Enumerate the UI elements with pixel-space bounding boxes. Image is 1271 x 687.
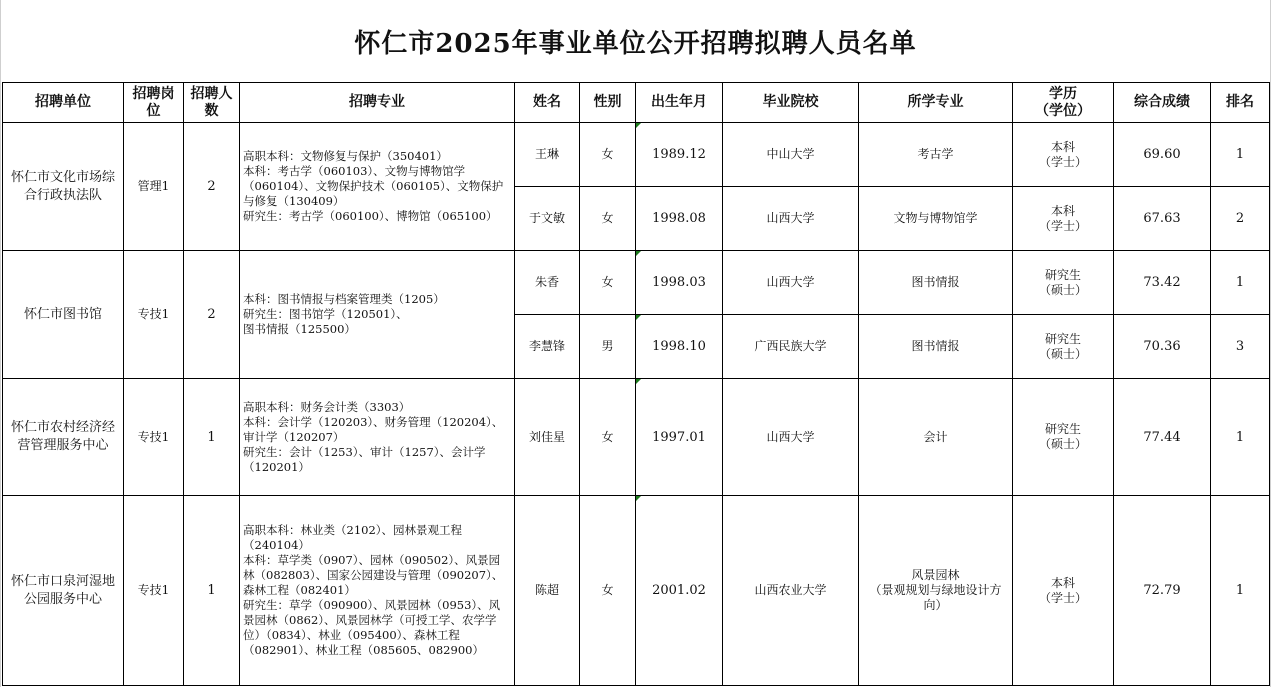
name-cell: 陈超 (515, 496, 580, 686)
post-cell: 专技1 (124, 379, 184, 496)
post-cell: 管理1 (124, 123, 184, 251)
header-degree: 学历 （学位） (1013, 83, 1114, 123)
score-cell: 73.42 (1114, 251, 1211, 315)
name-cell: 王琳 (515, 123, 580, 187)
score-cell: 67.63 (1114, 187, 1211, 251)
score-cell: 69.60 (1114, 123, 1211, 187)
post-cell: 专技1 (124, 496, 184, 686)
count-cell: 1 (184, 496, 240, 686)
birth-cell: 1997.01 (636, 379, 723, 496)
major-cell: 风景园林 （景观规划与绿地设计方向） (859, 496, 1013, 686)
name-cell: 于文敏 (515, 187, 580, 251)
count-cell: 1 (184, 379, 240, 496)
gender-cell: 女 (580, 187, 636, 251)
table-row (3, 251, 1270, 315)
birth-cell: 2001.02 (636, 496, 723, 686)
header-unit: 招聘单位 (3, 83, 124, 123)
degree-cell: 研究生 （硕士） (1013, 251, 1114, 315)
header-post: 招聘岗位 (124, 83, 184, 123)
header-birth: 出生年月 (636, 83, 723, 123)
major-req-cell: 高职本科：林业类（2102）、园林景观工程（240104） 本科：草学类（0907）、园林（090502）、风景园林（082803）、国家公园建设与管理（090207）、森林工程（082401） 研究生：草学（090900）、风景园林（0953）、风景园林（0862）、风景园林学（可授工学、农学学位）（0834）、林业（095400）、森林工程（082901）、林业工程（085605、082900） (240, 496, 515, 686)
name-cell: 李慧锋 (515, 315, 580, 379)
post-cell: 专技1 (124, 251, 184, 379)
recruit-table (2, 82, 1270, 686)
unit-cell: 怀仁市农村经济经营管理服务中心 (3, 379, 124, 496)
school-cell: 山西农业大学 (723, 496, 859, 686)
count-cell: 2 (184, 123, 240, 251)
gender-cell: 女 (580, 496, 636, 686)
score-cell: 70.36 (1114, 315, 1211, 379)
unit-cell: 怀仁市图书馆 (3, 251, 124, 379)
rank-cell: 1 (1211, 251, 1270, 315)
name-cell: 刘佳星 (515, 379, 580, 496)
gender-cell: 女 (580, 251, 636, 315)
table-row (3, 123, 1270, 187)
header-major-req: 招聘专业 (240, 83, 515, 123)
score-cell: 72.79 (1114, 496, 1211, 686)
page-title: 怀仁市2025年事业单位公开招聘拟聘人员名单 (354, 28, 917, 59)
unit-cell: 怀仁市文化市场综合行政执法队 (3, 123, 124, 251)
major-cell: 图书情报 (859, 315, 1013, 379)
table-row (3, 379, 1270, 496)
rank-cell: 1 (1211, 496, 1270, 686)
rank-cell: 3 (1211, 315, 1270, 379)
birth-cell: 1989.12 (636, 123, 723, 187)
header-rank: 排名 (1211, 83, 1270, 123)
header-school: 毕业院校 (723, 83, 859, 123)
major-req-cell: 高职本科：财务会计类（3303） 本科：会计学（120203）、财务管理（120204）、审计学（120207） 研究生：会计（1253）、审计（1257）、会计学（120201） (240, 379, 515, 496)
rank-cell: 1 (1211, 123, 1270, 187)
degree-cell: 本科 （学士） (1013, 496, 1114, 686)
major-cell: 图书情报 (859, 251, 1013, 315)
table-row (3, 496, 1270, 686)
school-cell: 山西大学 (723, 187, 859, 251)
school-cell: 广西民族大学 (723, 315, 859, 379)
header-count: 招聘人数 (184, 83, 240, 123)
degree-cell: 研究生 （硕士） (1013, 315, 1114, 379)
header-score: 综合成绩 (1114, 83, 1211, 123)
birth-cell: 1998.08 (636, 187, 723, 251)
header-gender: 性别 (580, 83, 636, 123)
major-cell: 文物与博物馆学 (859, 187, 1013, 251)
score-cell: 77.44 (1114, 379, 1211, 496)
school-cell: 山西大学 (723, 251, 859, 315)
school-cell: 中山大学 (723, 123, 859, 187)
degree-cell: 本科 （学士） (1013, 123, 1114, 187)
gender-cell: 女 (580, 379, 636, 496)
major-cell: 考古学 (859, 123, 1013, 187)
birth-cell: 1998.10 (636, 315, 723, 379)
degree-cell: 本科 （学士） (1013, 187, 1114, 251)
header-name: 姓名 (515, 83, 580, 123)
major-req-cell: 高职本科：文物修复与保护（350401） 本科：考古学（060103）、文物与博物馆学（060104）、文物保护技术（060105）、文物保护与修复（130409） 研究生：考古学（060100）、博物馆（065100） (240, 123, 515, 251)
header-major: 所学专业 (859, 83, 1013, 123)
header-row (3, 83, 1270, 123)
rank-cell: 2 (1211, 187, 1270, 251)
gender-cell: 女 (580, 123, 636, 187)
major-req-cell: 本科：图书情报与档案管理类（1205） 研究生：图书馆学（120501）、 图书情报（125500） (240, 251, 515, 379)
birth-cell: 1998.03 (636, 251, 723, 315)
gender-cell: 男 (580, 315, 636, 379)
degree-cell: 研究生 （硕士） (1013, 379, 1114, 496)
rank-cell: 1 (1211, 379, 1270, 496)
school-cell: 山西大学 (723, 379, 859, 496)
count-cell: 2 (184, 251, 240, 379)
name-cell: 朱香 (515, 251, 580, 315)
major-cell: 会计 (859, 379, 1013, 496)
unit-cell: 怀仁市口泉河湿地公园服务中心 (3, 496, 124, 686)
